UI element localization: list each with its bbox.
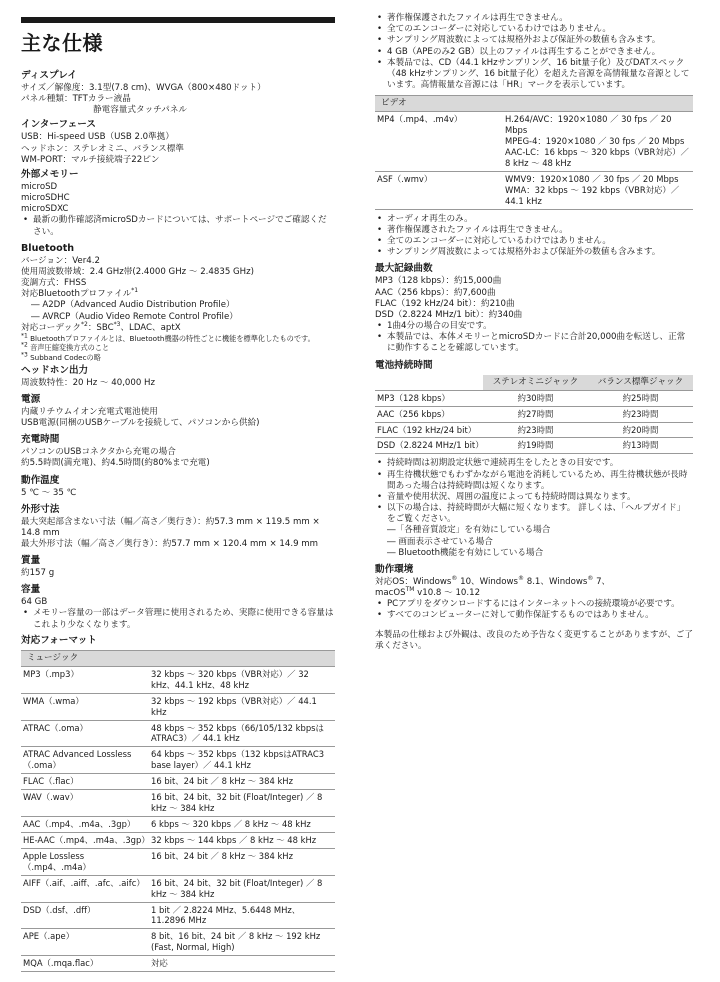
music-format-name: APE（.ape） [21, 929, 149, 956]
video-format-spec [503, 171, 693, 209]
charge-source: パソコンのUSBコネクタから充電の場合 [21, 447, 176, 458]
disclaimer: 本製品の仕様および外観は、改良のため予告なく変更することがありますが、ご了承ください。 [375, 629, 693, 651]
memory-microsd: microSD [21, 181, 58, 192]
bluetooth-a2dp: ― A2DP（Advanced Audio Distribution Profile） [31, 300, 235, 311]
video-note: • オーディオ再生のみ。 [375, 214, 693, 225]
music-note: • 本製品では、CD（44.1 kHzサンプリング、16 bit量子化）及びDATスペック（48 kHzサンプリング、16 bit量子化）を超えた音源を高情報量な音源としています。高情報量な音源には「HR」マークを表示しています。 [375, 58, 693, 92]
battery-heading: 電池持続時間 [375, 359, 433, 371]
music-notes [375, 13, 693, 91]
display-panel: パネル種類：TFTカラー液晶 [21, 94, 131, 105]
video-format-spec [503, 112, 693, 171]
music-note: • 著作権保護されたファイルは再生できません。 [375, 13, 693, 24]
video-spec-line: WMA：32 kbps ～ 192 kbps（VBR対応）／ 44.1 kHz [505, 184, 680, 206]
memory-microsdxc: microSDXC [21, 204, 69, 215]
temp-heading: 動作温度 [21, 474, 60, 486]
max-songs-flac: FLAC（192 kHz/24 bit）：約210曲 [375, 298, 515, 309]
battery-table [375, 375, 693, 455]
music-format-table [21, 667, 335, 972]
battery-balance-value: 約25時間 [588, 390, 693, 406]
page-title: 主な仕様 [21, 31, 103, 55]
headphone-frequency: 周波数特性：20 Hz ～ 40,000 Hz [21, 377, 156, 388]
music-note: • 4 GB（APEのみ2 GB）以上のファイルは再生することができません。 [375, 47, 693, 58]
music-format-name: ATRAC Advanced Lossless（.oma） [21, 747, 149, 774]
music-format-row [21, 774, 335, 790]
battery-balance-value: 約23時間 [588, 406, 693, 422]
music-subhead: ミュージック [21, 650, 335, 667]
music-format-spec: 6 kbps ～ 320 kbps ／ 8 kHz ～ 48 kHz [149, 816, 335, 832]
music-format-name: WAV（.wav） [21, 790, 149, 817]
mass-heading: 質量 [21, 555, 41, 567]
battery-note: • 音量や使用状況、周囲の温度によっても持続時間は異なります。 [375, 492, 693, 503]
dimensions-max: 最大外形寸法（幅／高さ／奥行き）：約57.7 mm × 120.4 mm × 14.9 mm [21, 538, 319, 549]
music-format-name: Apple Lossless（.mp4、.m4a） [21, 848, 149, 875]
music-format-spec: 8 bit、16 bit、24 bit ／ 8 kHz ～ 192 kHz (Fast, Normal, High) [149, 929, 335, 956]
battery-format: DSD（2.8224 MHz/1 bit） [375, 438, 483, 454]
interface-headphone: ヘッドホン：ステレオミニ、バランス標準 [21, 143, 184, 154]
music-note: • サンプリング周波数によっては規格外および保証外の数値も含みます。 [375, 35, 693, 46]
dimensions-heading: 外形寸法 [21, 503, 60, 515]
video-note: • 著作権保護されたファイルは再生できません。 [375, 225, 693, 236]
battery-stereo-value: 約19時間 [483, 438, 588, 454]
bluetooth-footnote-2: $^{*2}$ 音声圧縮変換方式のこと [21, 341, 110, 353]
environment-heading: 動作環境 [375, 563, 414, 575]
music-format-spec: 16 bit、24 bit ／ 8 kHz ～ 384 kHz [149, 774, 335, 790]
environment-windows: 対応OS：Windows® 10、Windows® 8.1、Windows® 7、 [375, 575, 611, 587]
music-format-row [21, 816, 335, 832]
max-songs-dsd: DSD（2.8224 MHz/1 bit）：約340曲 [375, 309, 523, 320]
video-spec-line: H.264/AVC：1920×1080 ／ 30 fps ／ 20 Mbps [505, 114, 672, 136]
music-format-spec: 16 bit、24 bit、32 bit (Float/Integer) ／ 8 kHz ～ 384 kHz [149, 790, 335, 817]
max-songs-mp3: MP3（128 kbps）：約15,000曲 [375, 276, 502, 287]
video-spec-line: AAC-LC：16 kbps ～ 320 kbps（VBR対応）／ 8 kHz ～ 48 kHz [505, 147, 689, 169]
power-usb: USB電源(同梱のUSBケーブルを接続して、パソコンから供給) [21, 418, 260, 429]
right-column [375, 13, 693, 652]
memory-note: • 最新の動作確認済microSDカードについては、サポートページでご確認ください。 [21, 215, 335, 237]
music-format-name: MQA（.mqa.flac） [21, 956, 149, 972]
mass-value: 約157 g [21, 568, 55, 579]
music-format-spec: 32 kbps ～ 320 kbps（VBR対応）／ 32 kHz、44.1 kHz、48 kHz [149, 667, 335, 693]
formats-heading: 対応フォーマット [21, 634, 97, 646]
music-format-row [21, 790, 335, 817]
battery-stereo-value: 約23時間 [483, 422, 588, 438]
music-note: • 全てのエンコーダーに対応しているわけではありません。 [375, 24, 693, 35]
power-heading: 電源 [21, 394, 41, 406]
environment-note-1: • PCアプリをダウンロードするにはインターネットへの接続環境が必要です。 [375, 599, 693, 610]
battery-notes [375, 458, 693, 525]
battery-balance-value: 約13時間 [588, 438, 693, 454]
music-format-spec: 16 bit、24 bit ／ 8 kHz ～ 384 kHz [149, 848, 335, 875]
interface-usb: USB：Hi-speed USB（USB 2.0準拠） [21, 132, 174, 143]
environment-mac: macOS™ v10.8 ～ 10.12 [375, 586, 481, 599]
video-format-row [375, 112, 693, 171]
battery-balance-value: 約20時間 [588, 422, 693, 438]
battery-col-balance: バランス標準ジャック [588, 375, 693, 391]
bluetooth-avrcp: ― AVRCP（Audio Video Remote Control Profile） [31, 311, 238, 322]
battery-format: FLAC（192 kHz/24 bit） [375, 422, 483, 438]
battery-row [375, 406, 693, 422]
bluetooth-codec: 対応コーデック$^{*2}$：SBC$^{*3}$、LDAC、aptX [21, 320, 181, 333]
video-note: • 全てのエンコーダーに対応しているわけではありません。 [375, 236, 693, 247]
bluetooth-modulation: 変調方式：FHSS [21, 277, 87, 288]
music-format-row [21, 848, 335, 875]
max-songs-heading: 最大記録曲数 [375, 263, 433, 275]
video-subhead: ビデオ [375, 95, 693, 112]
capacity-value: 64 GB [21, 597, 48, 608]
battery-note: • 再生待機状態でもわずかながら電池を消耗しているため、再生待機状態が長時間あった場合は持続時間は短くなります。 [375, 470, 693, 492]
video-format-name: ASF（.wmv） [375, 171, 503, 209]
power-battery: 内蔵リチウムイオン充電式電池使用 [21, 406, 158, 417]
dimensions-no-protrusion: 最大突起部含まない寸法（幅／高さ／奥行き）：約57.3 mm × 119.5 mm × 14.8 mm [21, 516, 320, 538]
left-column [21, 0, 335, 972]
music-format-spec: 64 kbps ～ 352 kbps（132 kbpsはATRAC3 base layer）／ 44.1 kHz [149, 747, 335, 774]
display-touch: 静電容量式タッチパネル [93, 105, 188, 116]
music-format-row [21, 667, 335, 693]
music-format-row [21, 929, 335, 956]
temp-range: 5 ℃ ～ 35 ℃ [21, 487, 77, 498]
memory-microsdhc: microSDHC [21, 193, 70, 204]
display-heading: ディスプレイ [21, 70, 77, 81]
music-format-spec: 対応 [149, 956, 335, 972]
music-format-spec: 16 bit、24 bit、32 bit (Float/Integer) ／ 8 kHz ～ 384 kHz [149, 875, 335, 902]
environment-note-2: • すべてのコンピューターに対して動作保証するものではありません。 [375, 610, 693, 621]
battery-subnote-2: ― 画面表示させている場合 [387, 536, 493, 547]
music-format-name: WMA（.wma） [21, 693, 149, 720]
music-format-row [21, 875, 335, 902]
max-songs-note-1: • 1曲4分の場合の目安です。 [375, 321, 693, 332]
video-format-row [375, 171, 693, 209]
battery-format: MP3（128 kbps） [375, 390, 483, 406]
battery-row [375, 390, 693, 406]
video-note: • サンプリング周波数によっては規格外および保証外の数値も含みます。 [375, 247, 693, 258]
interface-wmport: WM-PORT：マルチ接続端子22ピン [21, 154, 160, 165]
headphone-heading: ヘッドホン出力 [21, 364, 89, 376]
charge-heading: 充電時間 [21, 434, 60, 446]
title-rule [21, 17, 335, 23]
battery-stereo-value: 約27時間 [483, 406, 588, 422]
display-size: サイズ／解像度：3.1型(7.8 cm)、WVGA（800×480ドット） [21, 82, 266, 93]
battery-subnote-3: ― Bluetooth機能を有効にしている場合 [387, 547, 544, 558]
battery-col-format [375, 375, 483, 391]
bluetooth-version: バージョン：Ver4.2 [21, 255, 100, 266]
battery-note: • 持続時間は初期設定状態で連続再生をしたときの目安です。 [375, 458, 693, 469]
video-spec-line: MPEG-4：1920×1080 ／ 30 fps ／ 20 Mbps [505, 136, 685, 147]
battery-subnote-1: ―「各種音質設定」を有効にしている場合 [387, 525, 551, 536]
music-format-spec: 1 bit ／ 2.8224 MHz、5.6448 MHz、11.2896 MHz [149, 902, 335, 929]
bluetooth-footnote-3: $^{*3}$ Subband Codecの略 [21, 351, 101, 362]
video-format-table [375, 112, 693, 209]
max-songs-note-2: • 本製品では、本体メモリーとmicroSDカードに合計20,000曲を転送し、正常に動作することを確認しています。 [375, 332, 693, 354]
battery-stereo-value: 約30時間 [483, 390, 588, 406]
music-format-name: AAC（.mp4、.m4a、.3gp） [21, 816, 149, 832]
music-format-row [21, 693, 335, 720]
battery-row [375, 438, 693, 454]
bluetooth-heading: Bluetooth [21, 242, 75, 254]
video-format-name: MP4（.mp4、.m4v） [375, 112, 503, 171]
bluetooth-profile: 対応Bluetoothプロファイル$^{*1}$ [21, 287, 139, 300]
music-format-row [21, 902, 335, 929]
video-spec-line: WMV9：1920×1080 ／ 30 fps ／ 20 Mbps [505, 173, 679, 184]
music-format-name: MP3（.mp3） [21, 667, 149, 693]
music-format-spec: 32 kbps ～ 192 kbps（VBR対応）／ 44.1 kHz [149, 693, 335, 720]
music-format-name: AIFF（.aif、.aiff、.afc、.aifc） [21, 875, 149, 902]
battery-col-stereo: ステレオミニジャック [483, 375, 588, 391]
music-format-row [21, 720, 335, 747]
music-format-row [21, 956, 335, 972]
capacity-heading: 容量 [21, 584, 41, 596]
battery-note: • 以下の場合は、持続時間が大幅に短くなります。 詳しくは、「ヘルプガイド」をご覧ください。 [375, 503, 693, 525]
memory-heading: 外部メモリー [21, 168, 79, 180]
battery-row [375, 422, 693, 438]
video-notes [375, 214, 693, 259]
max-songs-aac: AAC（256 kbps）：約7,600曲 [375, 287, 496, 298]
interface-heading: インターフェース [21, 119, 96, 131]
capacity-note: • メモリー容量の一部はデータ管理に使用されるため、実際に使用できる容量はこれより少なくなります。 [21, 608, 335, 630]
battery-format: AAC（256 kbps） [375, 406, 483, 422]
music-format-spec: 32 kbps ～ 144 kbps ／ 8 kHz ～ 48 kHz [149, 832, 335, 848]
bluetooth-footnote-1: $^{*1}$ Bluetoothプロファイルとは、Bluetooth機器の特性ごとに機能を標準化したものです。 [21, 332, 315, 343]
charge-time: 約5.5時間(満充電)、約4.5時間(約80%まで充電) [21, 458, 210, 469]
music-format-name: FLAC（.flac） [21, 774, 149, 790]
music-format-name: DSD（.dsf、.dff） [21, 902, 149, 929]
music-format-name: ATRAC（.oma） [21, 720, 149, 747]
music-format-spec: 48 kbps ～ 352 kbps（66/105/132 kbpsはATRAC3）／ 44.1 kHz [149, 720, 335, 747]
music-format-row [21, 747, 335, 774]
bluetooth-band: 使用周波数帯域：2.4 GHz帯(2.4000 GHz ～ 2.4835 GHz) [21, 266, 255, 277]
music-format-name: HE-AAC（.mp4、.m4a、.3gp） [21, 832, 149, 848]
music-format-row [21, 832, 335, 848]
